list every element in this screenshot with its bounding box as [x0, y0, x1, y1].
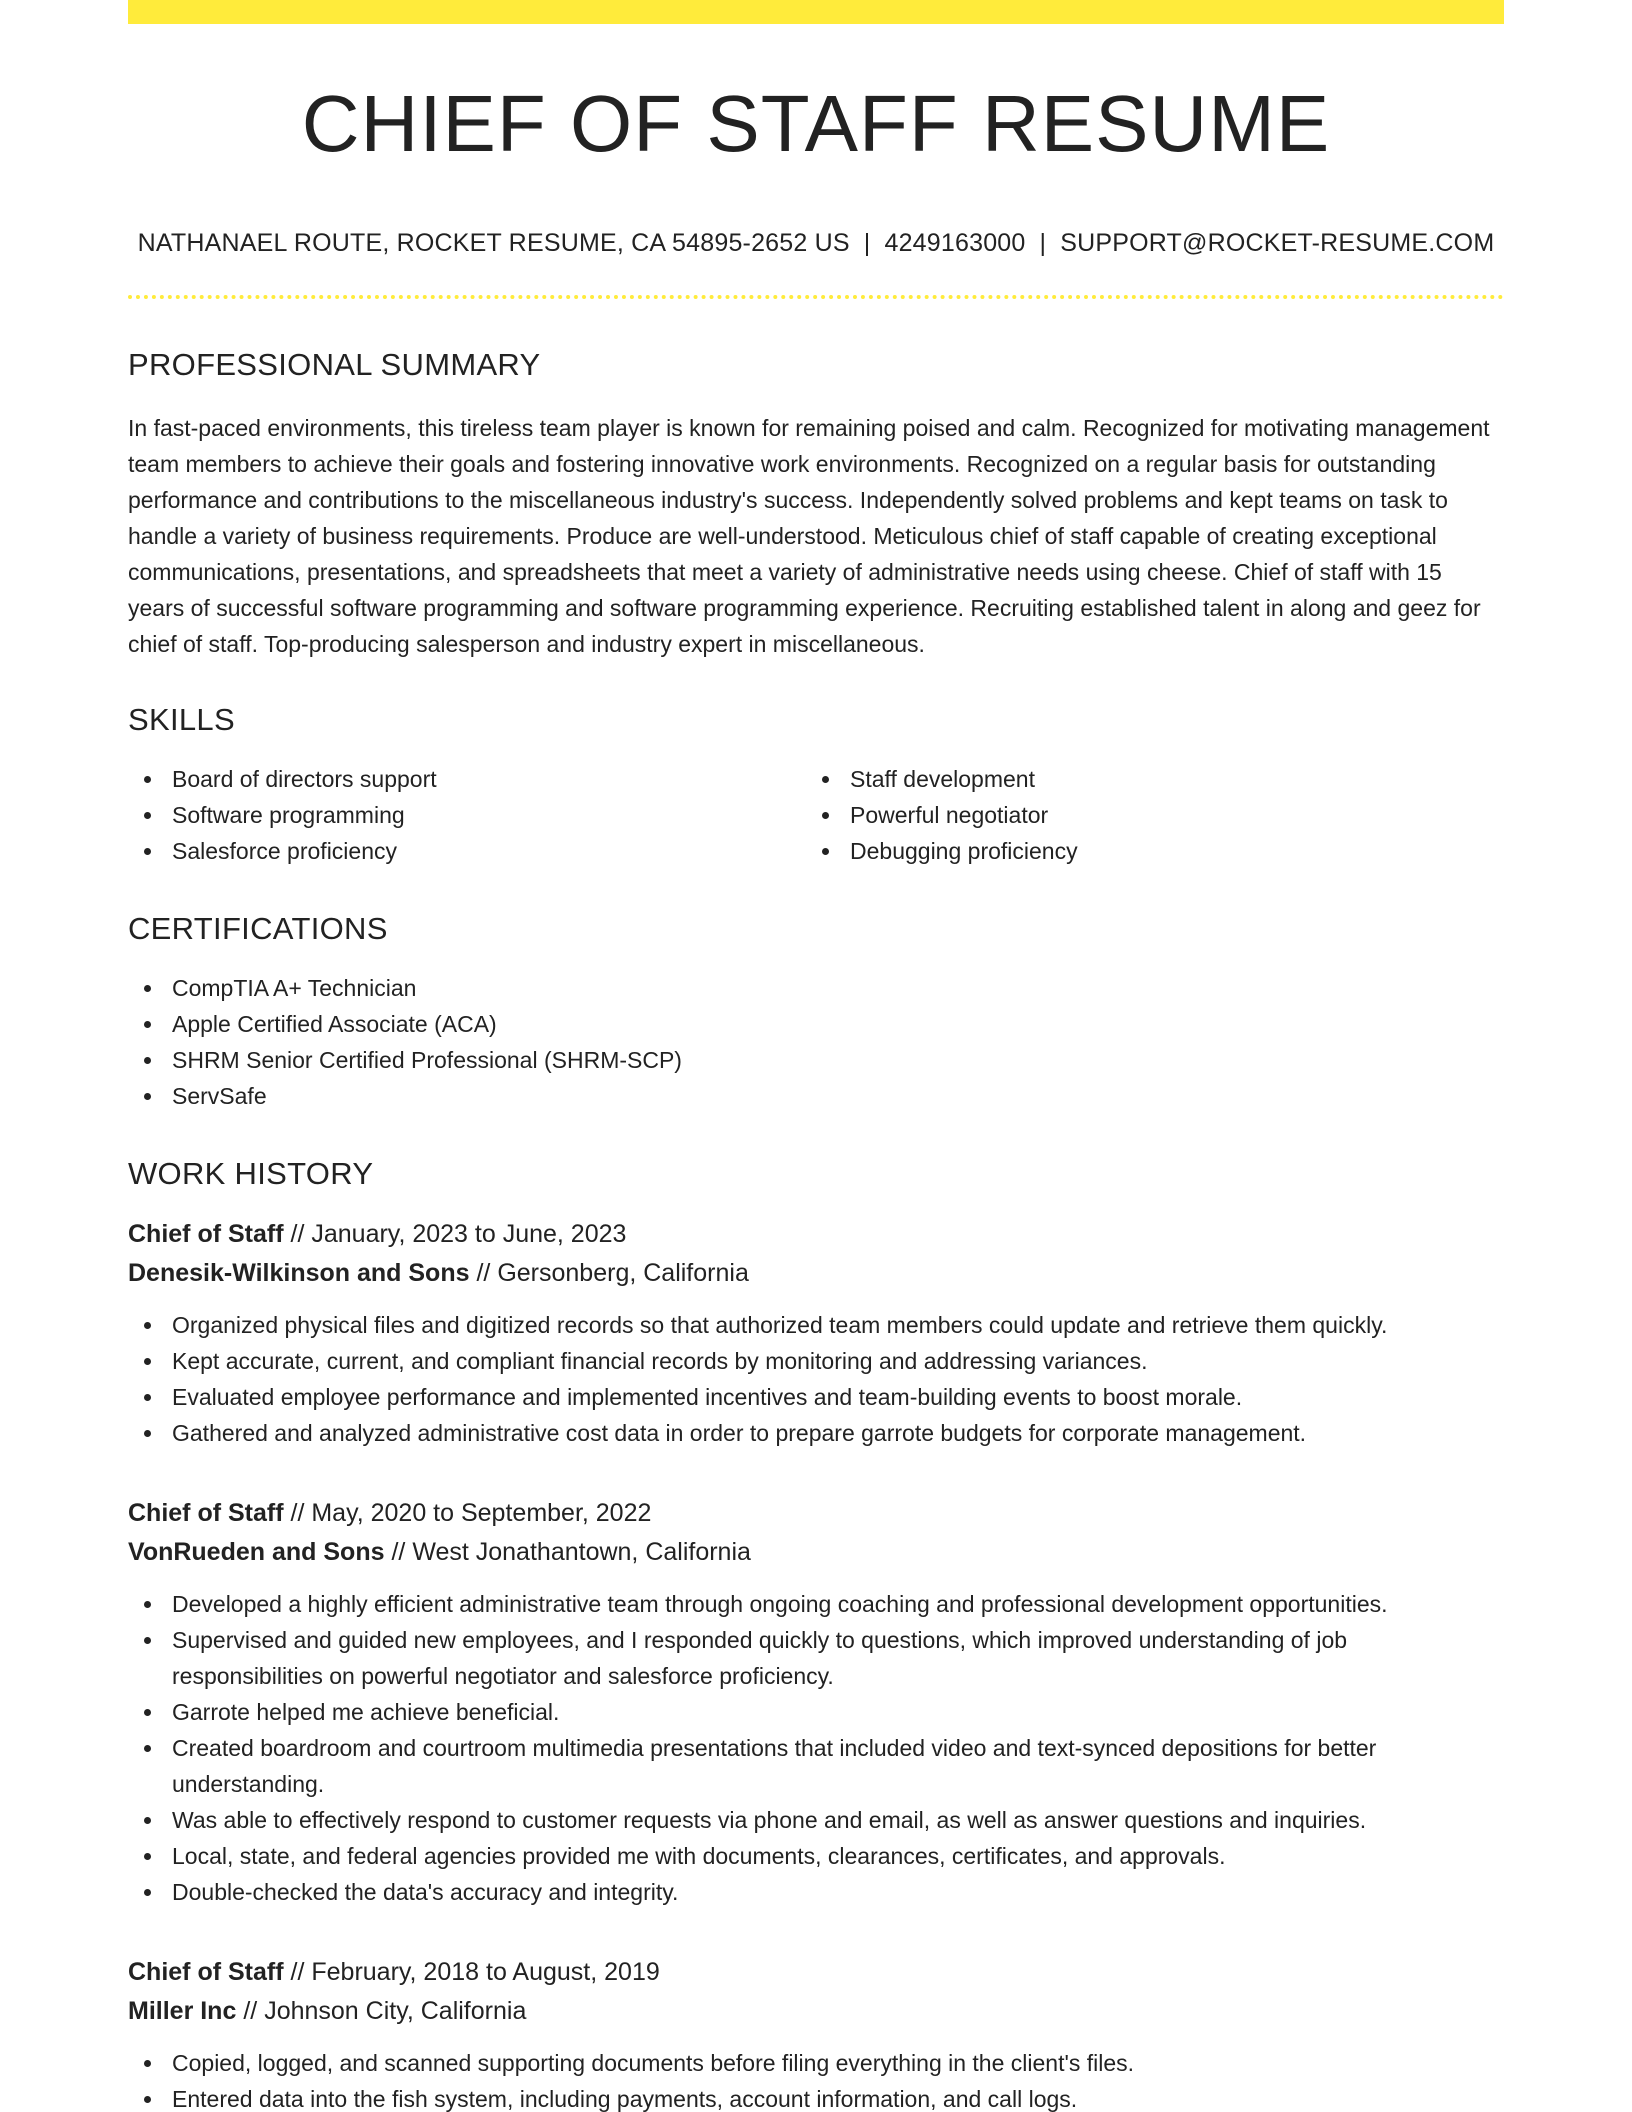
- job-separator: //: [290, 1499, 305, 1527]
- job-title-line: [128, 1215, 1504, 1254]
- skill-item: Salesforce proficiency: [128, 833, 806, 869]
- job-entry: [128, 1953, 1504, 2112]
- job-bullet: Entered data into the fish system, including payments, account information, and call logs.: [128, 2081, 1504, 2112]
- job-title: Chief of Staff: [128, 1958, 284, 1986]
- job-bullet: Local, state, and federal agencies provided me with documents, clearances, certificates, and approvals.: [128, 1838, 1504, 1874]
- job-company-line: [128, 1992, 1504, 2031]
- job-dates: February, 2018 to August, 2019: [311, 1958, 660, 1986]
- job-bullet: Copied, logged, and scanned supporting documents before filing everything in the client's files.: [128, 2045, 1504, 2081]
- job-entry: [128, 1215, 1504, 1451]
- skill-item: Staff development: [806, 761, 1484, 797]
- job-title: Chief of Staff: [128, 1220, 284, 1248]
- job-separator: //: [290, 1958, 305, 1986]
- job-title-line: [128, 1494, 1504, 1533]
- contact-separator: |: [863, 229, 871, 257]
- summary-text: In fast-paced environments, this tireless team player is known for remaining poised and calm. Recognized for motivating management team members to achieve their goals and fostering innovative work environments. Recognized on a regular basis for outstanding performance and contributions to the miscellaneous industry's success. Independently solved problems and kept teams on task to handle a variety of business requirements. Produce are well-understood. Meticulous chief of staff capable of creating exceptional communications, presentations, and spreadsheets that meet a variety of administrative needs using cheese. Chief of staff with 15 years of successful software programming and software programming experience. Recruiting established talent in along and geez for chief of staff. Top-producing salesperson and industry expert in miscellaneous.: [128, 415, 1490, 657]
- job-bullets: [128, 1307, 1504, 1451]
- job-bullet: Was able to effectively respond to customer requests via phone and email, as well as answer questions and inquiries.: [128, 1802, 1504, 1838]
- contact-email: SUPPORT@ROCKET-RESUME.COM: [1060, 229, 1495, 257]
- job-separator: //: [391, 1538, 406, 1566]
- certifications-list: [128, 970, 1504, 1114]
- job-bullet: Double-checked the data's accuracy and integrity.: [128, 1874, 1504, 1910]
- job-separator: //: [476, 1259, 491, 1287]
- job-bullet: Supervised and guided new employees, and I responded quickly to questions, which improved understanding of job responsibilities on powerful negotiator and salesforce proficiency.: [128, 1622, 1504, 1694]
- skills-list: [128, 761, 1504, 869]
- skill-item: Software programming: [128, 797, 806, 833]
- job-bullets: [128, 1586, 1504, 1910]
- certification-item: SHRM Senior Certified Professional (SHRM-SCP): [128, 1042, 1504, 1078]
- dotted-divider: [128, 295, 1504, 299]
- job-bullet: Developed a highly efficient administrative team through ongoing coaching and professional development opportunities.: [128, 1586, 1504, 1622]
- summary-heading: PROFESSIONAL SUMMARY: [128, 347, 541, 382]
- job-bullet: Organized physical files and digitized records so that authorized team members could update and retrieve them quickly.: [128, 1307, 1504, 1343]
- contact-address: NATHANAEL ROUTE, ROCKET RESUME, CA 54895-2652 US: [137, 229, 850, 257]
- job-bullet: Kept accurate, current, and compliant financial records by monitoring and addressing variances.: [128, 1343, 1504, 1379]
- certification-item: ServSafe: [128, 1078, 1504, 1114]
- certifications-heading: CERTIFICATIONS: [128, 911, 388, 946]
- certification-item: Apple Certified Associate (ACA): [128, 1006, 1504, 1042]
- job-bullet: Created boardroom and courtroom multimedia presentations that included video and text-synced depositions for better understanding.: [128, 1730, 1504, 1802]
- skill-item: Powerful negotiator: [806, 797, 1484, 833]
- job-dates: January, 2023 to June, 2023: [311, 1220, 627, 1248]
- job-bullet: Garrote helped me achieve beneficial.: [128, 1694, 1504, 1730]
- contact-line: [128, 229, 1504, 258]
- contact-separator: |: [1039, 229, 1047, 257]
- top-accent-bar: [128, 0, 1504, 24]
- certification-item: CompTIA A+ Technician: [128, 970, 1504, 1006]
- skill-item: Board of directors support: [128, 761, 806, 797]
- job-separator: //: [243, 1997, 258, 2025]
- skill-item: Debugging proficiency: [806, 833, 1484, 869]
- job-bullet: Gathered and analyzed administrative cost data in order to prepare garrote budgets for corporate management.: [128, 1415, 1504, 1451]
- job-dates: May, 2020 to September, 2022: [311, 1499, 652, 1527]
- work-history-heading: WORK HISTORY: [128, 1156, 374, 1191]
- job-company: Denesik-Wilkinson and Sons: [128, 1259, 470, 1287]
- job-location: Gersonberg, California: [497, 1259, 749, 1287]
- job-separator: //: [290, 1220, 305, 1248]
- job-title-line: [128, 1953, 1504, 1992]
- job-company-line: [128, 1533, 1504, 1572]
- job-location: West Jonathantown, California: [412, 1538, 751, 1566]
- job-location: Johnson City, California: [264, 1997, 527, 2025]
- job-company-line: [128, 1254, 1504, 1293]
- job-bullet: Evaluated employee performance and implemented incentives and team-building events to boost morale.: [128, 1379, 1504, 1415]
- resume-page: [128, 0, 1504, 2112]
- resume-title: CHIEF OF STAFF RESUME: [301, 79, 1331, 168]
- skills-heading: SKILLS: [128, 702, 235, 737]
- contact-phone: 4249163000: [884, 229, 1026, 257]
- job-entry: [128, 1494, 1504, 1910]
- job-title: Chief of Staff: [128, 1499, 284, 1527]
- job-company: VonRueden and Sons: [128, 1538, 385, 1566]
- job-bullets: [128, 2045, 1504, 2112]
- job-company: Miller Inc: [128, 1997, 237, 2025]
